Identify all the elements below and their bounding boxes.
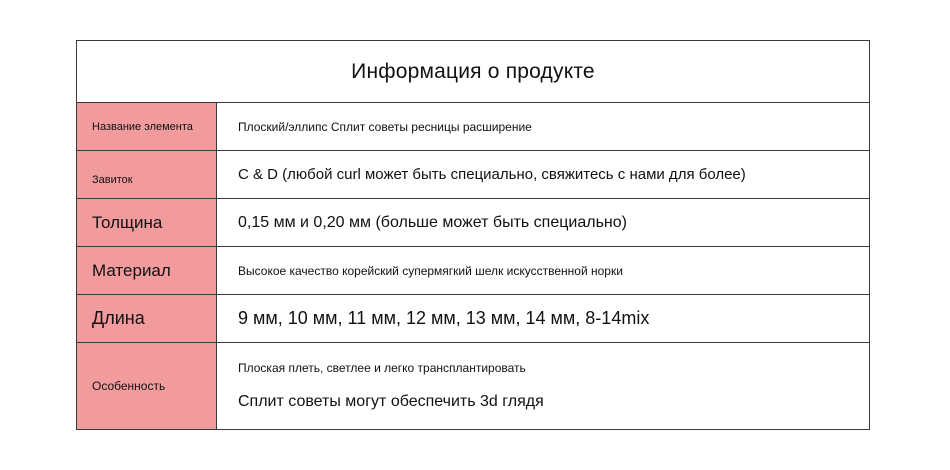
row-label-thickness: Толщина <box>77 199 217 246</box>
row-label-length: Длина <box>77 295 217 342</box>
row-value-length: 9 мм, 10 мм, 11 мм, 12 мм, 13 мм, 14 мм, 8-14mix <box>238 308 650 328</box>
table-row-item-name <box>77 103 869 151</box>
row-label-feature: Особенность <box>77 343 217 429</box>
row-value-material: Высокое качество корейский супермягкий шелк искусственной норки <box>238 263 623 278</box>
table-row-curl <box>77 151 869 199</box>
row-value-item-name: Плоский/эллипс Сплит советы ресницы расширение <box>238 119 532 134</box>
row-label-item-name: Название элемента <box>77 103 217 150</box>
table-row-length <box>77 295 869 343</box>
row-value-feature <box>217 343 869 429</box>
row-value-curl: C & D (любой curl может быть специально, свяжитесь с нами для более) <box>238 166 746 183</box>
product-info-table <box>76 40 870 430</box>
table-title-row <box>77 41 869 103</box>
table-title: Информация о продукте <box>351 59 595 83</box>
table-row-thickness <box>77 199 869 247</box>
table-row-feature <box>77 343 869 429</box>
row-label-material: Материал <box>77 247 217 294</box>
row-label-curl: Завиток <box>77 151 217 198</box>
feature-line-1: Плоская плеть, светлее и легко трансплантировать <box>238 361 526 375</box>
feature-line-2: Сплит советы могут обеспечить 3d глядя <box>238 393 544 410</box>
row-value-thickness: 0,15 мм и 0,20 мм (больше может быть специально) <box>238 213 627 231</box>
table-row-material <box>77 247 869 295</box>
